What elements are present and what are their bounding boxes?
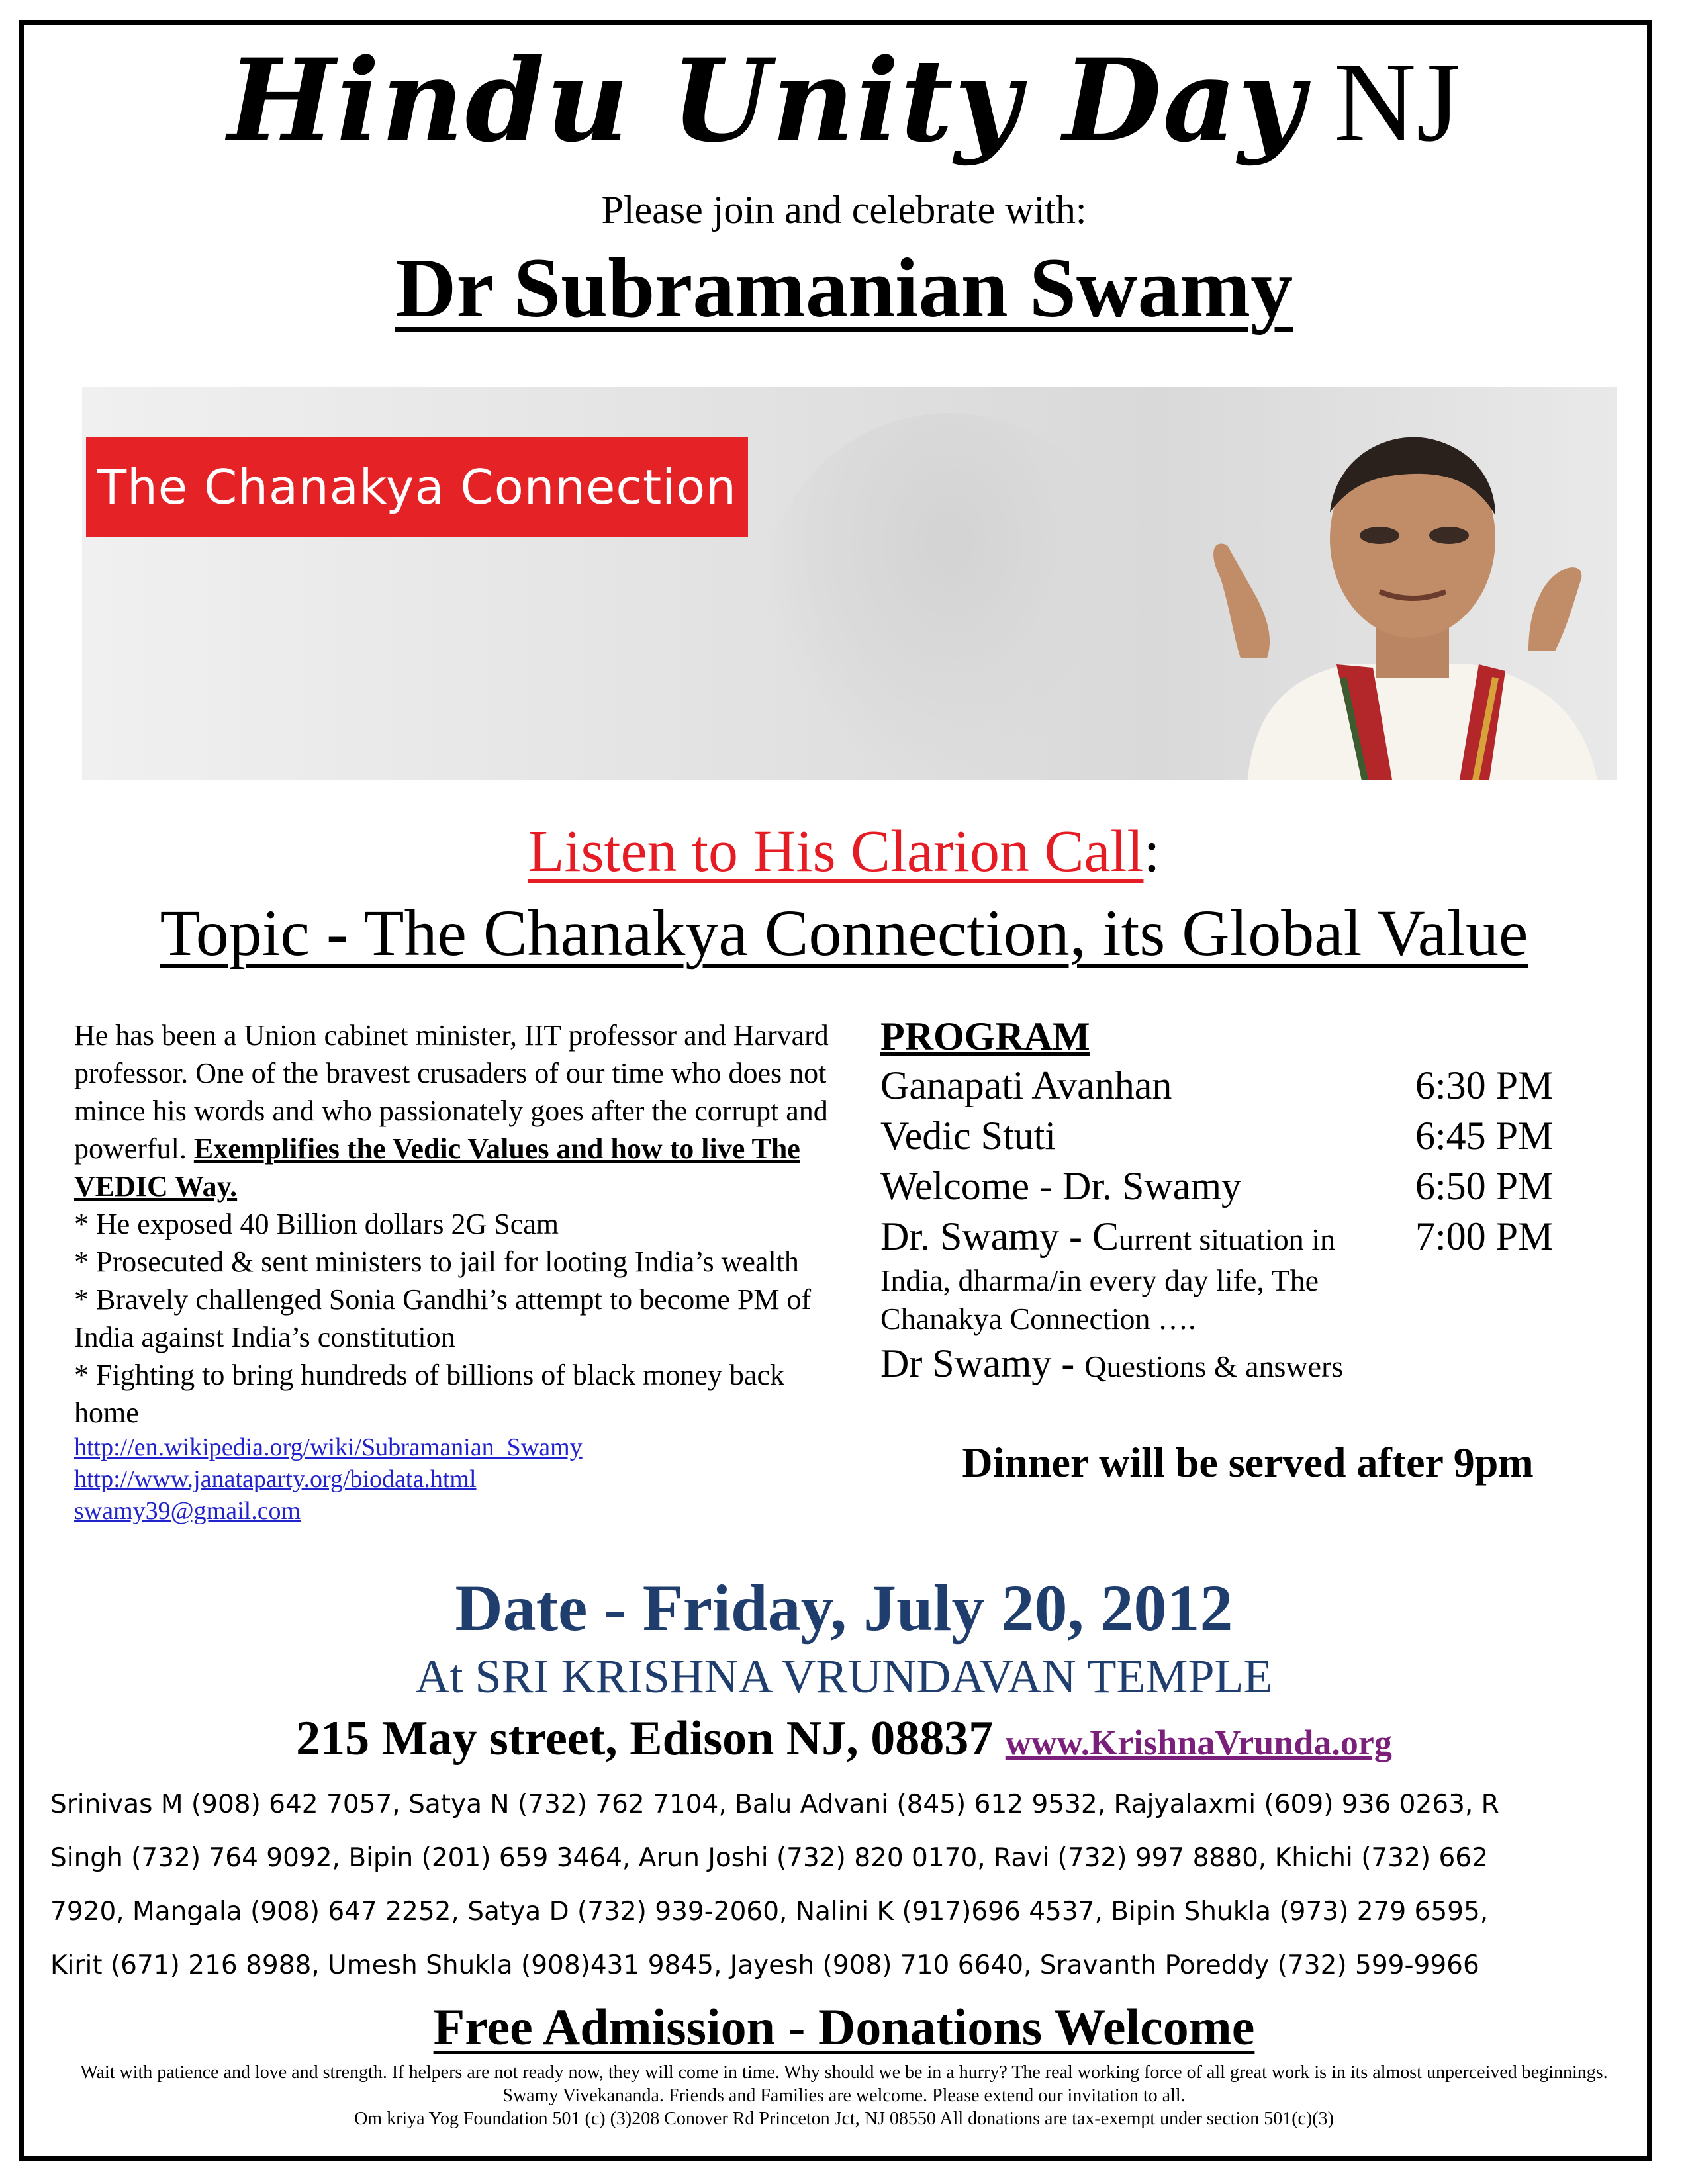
wikipedia-link[interactable]: http://en.wikipedia.org/wiki/Subramanian_Swamy bbox=[74, 1433, 583, 1461]
program-schedule bbox=[880, 1013, 1622, 1388]
program-item-name: Welcome - Dr. Swamy bbox=[880, 1164, 1242, 1208]
banner-image bbox=[82, 387, 1617, 780]
event-address bbox=[0, 1709, 1688, 1772]
event-title bbox=[0, 34, 1688, 169]
bio-point: * Fighting to bring hundreds of billions of black money back home bbox=[74, 1359, 784, 1429]
program-item-talk bbox=[880, 1211, 1622, 1261]
program-item bbox=[880, 1161, 1622, 1211]
bio-point: * He exposed 40 Billion dollars 2G Scam bbox=[74, 1208, 559, 1240]
biodata-link[interactable]: http://www.janataparty.org/biodata.html bbox=[74, 1465, 477, 1493]
address-text: 215 May street, Edison NJ, 08837 bbox=[296, 1711, 994, 1766]
program-item-name: Ganapati Avanhan bbox=[880, 1064, 1172, 1107]
banner-label-box bbox=[86, 437, 748, 537]
speaker-name-text: Dr Subramanian Swamy bbox=[395, 241, 1293, 335]
contact-line: Singh (732) 764 9092, Bipin (201) 659 3464, Arun Joshi (732) 820 0170, Ravi (732) 997 8880, Khichi (732) 662 bbox=[50, 1843, 1488, 1873]
website-link[interactable]: www.KrishnaVrunda.org bbox=[1005, 1723, 1392, 1762]
program-item bbox=[880, 1111, 1622, 1161]
program-item-time: 6:50 PM bbox=[1415, 1164, 1554, 1208]
speaker-bio bbox=[74, 1017, 849, 1527]
talk-name: Dr. Swamy - C bbox=[880, 1214, 1119, 1258]
qa-detail: Questions & answers bbox=[1084, 1349, 1344, 1383]
dinner-note: Dinner will be served after 9pm bbox=[962, 1439, 1534, 1486]
event-date: Date - Friday, July 20, 2012 bbox=[455, 1571, 1233, 1645]
admission-note bbox=[0, 1996, 1688, 2058]
admission-text: Free Admission - Donations Welcome bbox=[433, 1998, 1255, 2056]
clarion-heading: Listen to His Clarion Call bbox=[528, 819, 1144, 884]
invite-line: Please join and celebrate with: bbox=[601, 188, 1087, 232]
email-link[interactable]: swamy39@gmail.com bbox=[74, 1497, 301, 1525]
clarion-call bbox=[0, 815, 1688, 888]
clarion-colon: : bbox=[1143, 819, 1160, 884]
program-heading: PROGRAM bbox=[880, 1015, 1090, 1058]
event-venue: At SRI KRISHNA VRUNDAVAN TEMPLE bbox=[415, 1650, 1273, 1703]
speaker-portrait bbox=[1194, 400, 1617, 780]
title-script: Hindu Unity Day bbox=[227, 33, 1306, 167]
contact-line: Srinivas M (908) 642 7057, Satya N (732) 762 7104, Balu Advani (845) 612 9532, Rajyalaxmi (609) 936 0263, R bbox=[50, 1790, 1499, 1819]
bio-point: * Bravely challenged Sonia Gandhi’s attempt to become PM of India against India’s constitution bbox=[74, 1283, 812, 1353]
footer-text bbox=[66, 2061, 1622, 2130]
talk-time: 7:00 PM bbox=[1415, 1214, 1554, 1258]
bio-point: * Prosecuted & sent ministers to jail for looting India’s wealth bbox=[74, 1246, 799, 1278]
title-suffix: NJ bbox=[1334, 40, 1461, 165]
contact-list bbox=[50, 1778, 1632, 1992]
bio-intro-text: He has been a Union cabinet minister, IIT professor and Harvard professor. One of the bravest crusaders of our time who does not mince his words and who passionately goes after the corrupt and powerful. bbox=[74, 1019, 829, 1165]
bio-emphasis: Exemplifies the Vedic Values and how to live The VEDIC Way. bbox=[74, 1132, 800, 1203]
talk-detail: India, dharma/in every day life, The Chanakya Connection …. bbox=[880, 1263, 1319, 1336]
talk-rest: urrent situation in bbox=[1119, 1222, 1336, 1256]
footer-quote: Wait with patience and love and strength. If helpers are not ready now, they will come in time. Why should we be in a hurry? The real working force of all great work is in its almost unperceived beginnings. Swamy Vivekananda. Friends and Families are welcome. Please extend our invitation to all. bbox=[80, 2062, 1608, 2106]
program-item-time: 6:30 PM bbox=[1415, 1064, 1554, 1107]
program-item-time: 6:45 PM bbox=[1415, 1114, 1554, 1158]
speaker-name bbox=[0, 238, 1688, 338]
program-item-qa bbox=[880, 1338, 1622, 1388]
qa-name: Dr Swamy - bbox=[880, 1342, 1085, 1385]
contact-line: 7920, Mangala (908) 647 2252, Satya D (732) 939-2060, Nalini K (917)696 4537, Bipin Shukla (973) 279 6595, bbox=[50, 1897, 1489, 1927]
banner-label: The Chanakya Connection bbox=[97, 459, 737, 515]
topic-line bbox=[0, 893, 1688, 973]
bio-intro bbox=[74, 1017, 849, 1205]
program-item bbox=[880, 1060, 1622, 1111]
topic-text: Topic - The Chanakya Connection, its Global Value bbox=[160, 896, 1528, 970]
contact-line: Kirit (671) 216 8988, Umesh Shukla (908)431 9845, Jayesh (908) 710 6640, Sravanth Poreddy (732) 599-9966 bbox=[50, 1950, 1479, 1980]
footer-org: Om kriya Yog Foundation 501 (c) (3)208 Conover Rd Princeton Jct, NJ 08550 All donations are tax-exempt under section 501(c)(3) bbox=[354, 2109, 1334, 2129]
background-portrait bbox=[764, 413, 1135, 780]
program-item-name: Vedic Stuti bbox=[880, 1114, 1056, 1158]
